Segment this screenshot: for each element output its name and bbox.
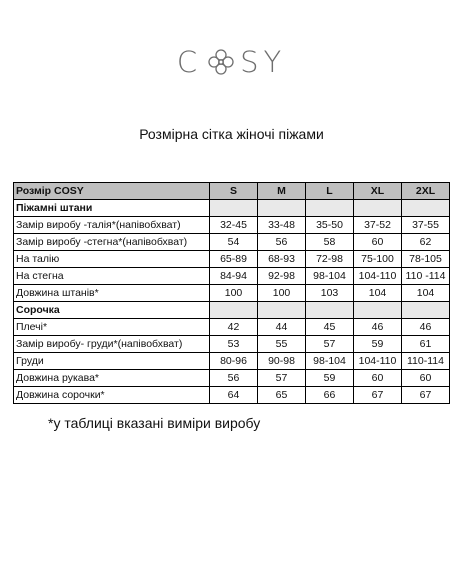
table-cell: 56	[210, 370, 258, 387]
table-cell: 56	[258, 234, 306, 251]
size-table	[13, 182, 450, 404]
table-cell: 35-50	[306, 217, 354, 234]
table-cell: 84-94	[210, 268, 258, 285]
table-cell: 37-55	[402, 217, 450, 234]
table-cell: 80-96	[210, 353, 258, 370]
table-cell: 92-98	[258, 268, 306, 285]
row-label: Замір виробу -талія*(напівобхват)	[14, 217, 210, 234]
header-size-label: Розмір COSY	[14, 183, 210, 200]
table-cell: 53	[210, 336, 258, 353]
row-label: Довжина штанів*	[14, 285, 210, 302]
row-label: Замір виробу -стегна*(напівобхват)	[14, 234, 210, 251]
table-cell: 60	[354, 234, 402, 251]
section-row-shirt	[14, 302, 450, 319]
table-cell: 100	[210, 285, 258, 302]
table-cell: 37-52	[354, 217, 402, 234]
row-label: Плечі*	[14, 319, 210, 336]
table-cell: 72-98	[306, 251, 354, 268]
row-label: Груди	[14, 353, 210, 370]
table-cell: 104	[354, 285, 402, 302]
table-cell: 110 -114	[402, 268, 450, 285]
row-label: Довжина сорочки*	[14, 387, 210, 404]
table-row	[14, 285, 450, 302]
table-cell: 90-98	[258, 353, 306, 370]
table-cell: 98-104	[306, 353, 354, 370]
flower-logo-icon	[206, 47, 236, 77]
table-cell: 60	[354, 370, 402, 387]
table-row	[14, 353, 450, 370]
section-title: Піжамні штани	[14, 200, 210, 217]
row-label: На талію	[14, 251, 210, 268]
table-cell: 100	[258, 285, 306, 302]
table-cell: 57	[306, 336, 354, 353]
table-cell: 46	[354, 319, 402, 336]
brand-logo-suffix: SY	[240, 45, 287, 79]
row-label: Довжина рукава*	[14, 370, 210, 387]
table-cell: 42	[210, 319, 258, 336]
table-cell: 45	[306, 319, 354, 336]
table-row	[14, 387, 450, 404]
table-cell: 66	[306, 387, 354, 404]
section-row-pants	[14, 200, 450, 217]
table-cell: 46	[402, 319, 450, 336]
table-row	[14, 336, 450, 353]
table-cell: 33-48	[258, 217, 306, 234]
table-cell: 61	[402, 336, 450, 353]
table-cell: 59	[306, 370, 354, 387]
table-cell: 98-104	[306, 268, 354, 285]
table-cell: 60	[402, 370, 450, 387]
table-cell: 67	[354, 387, 402, 404]
table-cell: 32-45	[210, 217, 258, 234]
table-row	[14, 319, 450, 336]
header-size-xl: XL	[354, 183, 402, 200]
section-title: Сорочка	[14, 302, 210, 319]
table-cell: 62	[402, 234, 450, 251]
table-cell: 64	[210, 387, 258, 404]
table-cell: 54	[210, 234, 258, 251]
page-title: Розмірна сітка жіночі піжами	[139, 126, 324, 142]
footnote: *у таблиці вказані виміри виробу	[48, 415, 261, 431]
table-cell: 58	[306, 234, 354, 251]
table-row	[14, 251, 450, 268]
table-cell: 103	[306, 285, 354, 302]
table-cell: 65	[258, 387, 306, 404]
row-label: На стегна	[14, 268, 210, 285]
table-row	[14, 370, 450, 387]
brand-logo	[0, 44, 463, 80]
table-cell: 104-110	[354, 353, 402, 370]
table-cell: 104-110	[354, 268, 402, 285]
table-cell: 110-114	[402, 353, 450, 370]
table-row	[14, 217, 450, 234]
table-header-row	[14, 183, 450, 200]
table-cell: 104	[402, 285, 450, 302]
header-size-2xl: 2XL	[402, 183, 450, 200]
header-size-m: M	[258, 183, 306, 200]
table-cell: 65-89	[210, 251, 258, 268]
table-row	[14, 234, 450, 251]
header-size-l: L	[306, 183, 354, 200]
brand-logo-prefix: C	[176, 45, 203, 79]
table-cell: 59	[354, 336, 402, 353]
table-cell: 68-93	[258, 251, 306, 268]
table-cell: 55	[258, 336, 306, 353]
table-cell: 44	[258, 319, 306, 336]
table-row	[14, 268, 450, 285]
table-cell: 57	[258, 370, 306, 387]
row-label: Замір виробу- груди*(напівобхват)	[14, 336, 210, 353]
header-size-s: S	[210, 183, 258, 200]
table-cell: 78-105	[402, 251, 450, 268]
table-cell: 67	[402, 387, 450, 404]
table-cell: 75-100	[354, 251, 402, 268]
